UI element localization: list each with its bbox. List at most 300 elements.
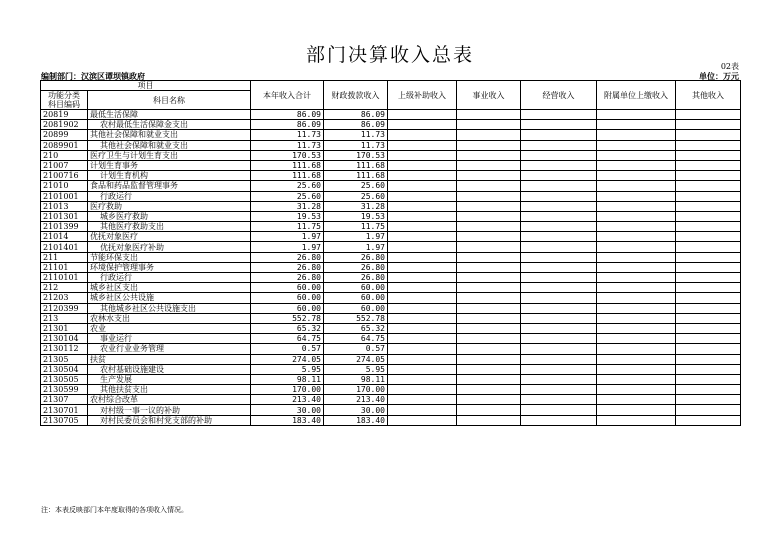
row-affiliated	[597, 334, 676, 344]
row-total: 19.53	[251, 211, 324, 221]
row-fiscal: 19.53	[324, 211, 388, 221]
row-superior	[388, 171, 457, 181]
row-code: 2110101	[41, 273, 88, 283]
row-business	[457, 191, 521, 201]
table-row	[41, 354, 741, 364]
header-affiliated: 附属单位上缴收入	[597, 81, 676, 110]
row-total: 11.73	[251, 140, 324, 150]
table-row	[41, 130, 741, 140]
row-superior	[388, 374, 457, 384]
row-affiliated	[597, 191, 676, 201]
row-fiscal: 274.05	[324, 354, 388, 364]
row-name: 食品和药品监督管理事务	[88, 181, 251, 191]
row-business	[457, 313, 521, 323]
row-fiscal: 1.97	[324, 242, 388, 252]
row-total: 31.28	[251, 201, 324, 211]
row-fiscal: 30.00	[324, 405, 388, 415]
row-total: 213.40	[251, 395, 324, 405]
row-other	[676, 415, 741, 425]
row-affiliated	[597, 110, 676, 120]
row-affiliated	[597, 211, 676, 221]
row-code: 2130599	[41, 385, 88, 395]
row-code: 21014	[41, 232, 88, 242]
footnote: 注：本表反映部门本年度取得的各项收入情况。	[41, 506, 188, 514]
table-row	[41, 273, 741, 283]
row-affiliated	[597, 222, 676, 232]
row-business	[457, 273, 521, 283]
row-total: 25.60	[251, 191, 324, 201]
row-affiliated	[597, 283, 676, 293]
row-code: 2081902	[41, 120, 88, 130]
row-operating	[521, 313, 597, 323]
table-row	[41, 293, 741, 303]
row-other	[676, 181, 741, 191]
row-business	[457, 283, 521, 293]
row-other	[676, 232, 741, 242]
row-affiliated	[597, 150, 676, 160]
row-affiliated	[597, 364, 676, 374]
row-operating	[521, 283, 597, 293]
row-operating	[521, 222, 597, 232]
row-fiscal: 11.75	[324, 222, 388, 232]
row-total: 5.95	[251, 364, 324, 374]
row-superior	[388, 323, 457, 333]
row-name: 对村级一事一议的补助	[88, 405, 251, 415]
header-operating: 经营收入	[521, 81, 597, 110]
row-operating	[521, 323, 597, 333]
row-total: 11.73	[251, 130, 324, 140]
row-operating	[521, 303, 597, 313]
table-row	[41, 160, 741, 170]
row-fiscal: 0.57	[324, 344, 388, 354]
row-operating	[521, 293, 597, 303]
department-label: 编制部门：汉滨区谭坝镇政府	[41, 71, 145, 81]
row-business	[457, 130, 521, 140]
header-func-class: 功能分类	[41, 91, 88, 101]
header-superior: 上级补助收入	[388, 81, 457, 110]
row-other	[676, 201, 741, 211]
row-affiliated	[597, 313, 676, 323]
row-affiliated	[597, 415, 676, 425]
row-total: 111.68	[251, 171, 324, 181]
row-superior	[388, 385, 457, 395]
header-total: 本年收入合计	[251, 81, 324, 110]
row-fiscal: 86.09	[324, 120, 388, 130]
row-superior	[388, 405, 457, 415]
header-fiscal: 财政拨款收入	[324, 81, 388, 110]
row-affiliated	[597, 160, 676, 170]
row-name: 农村最低生活保障金支出	[88, 120, 251, 130]
table-row	[41, 242, 741, 252]
row-superior	[388, 140, 457, 150]
row-fiscal: 60.00	[324, 303, 388, 313]
row-affiliated	[597, 130, 676, 140]
row-total: 60.00	[251, 293, 324, 303]
row-name: 其他社会保障和就业支出	[88, 130, 251, 140]
row-affiliated	[597, 323, 676, 333]
row-name: 农业行业业务管理	[88, 344, 251, 354]
table-row	[41, 191, 741, 201]
row-name: 农村基础设施建设	[88, 364, 251, 374]
row-total: 183.40	[251, 415, 324, 425]
row-business	[457, 415, 521, 425]
row-operating	[521, 415, 597, 425]
row-superior	[388, 181, 457, 191]
row-operating	[521, 171, 597, 181]
row-total: 11.75	[251, 222, 324, 232]
row-code: 21013	[41, 201, 88, 211]
row-name: 农林水支出	[88, 313, 251, 323]
row-total: 1.97	[251, 242, 324, 252]
row-fiscal: 1.97	[324, 232, 388, 242]
row-code: 21101	[41, 262, 88, 272]
row-superior	[388, 364, 457, 374]
row-affiliated	[597, 252, 676, 262]
row-business	[457, 303, 521, 313]
row-business	[457, 364, 521, 374]
row-operating	[521, 374, 597, 384]
row-other	[676, 334, 741, 344]
row-total: 86.09	[251, 120, 324, 130]
unit-label: 单位：万元	[699, 71, 739, 81]
row-other	[676, 191, 741, 201]
row-fiscal: 26.80	[324, 252, 388, 262]
row-code: 21301	[41, 323, 88, 333]
row-business	[457, 293, 521, 303]
row-other	[676, 273, 741, 283]
row-total: 60.00	[251, 303, 324, 313]
row-superior	[388, 201, 457, 211]
row-name: 行政运行	[88, 273, 251, 283]
row-code: 2130505	[41, 374, 88, 384]
header-business: 事业收入	[457, 81, 521, 110]
header-other: 其他收入	[676, 81, 741, 110]
row-code: 2130705	[41, 415, 88, 425]
row-superior	[388, 354, 457, 364]
table-row	[41, 211, 741, 221]
table-row	[41, 232, 741, 242]
row-other	[676, 385, 741, 395]
row-operating	[521, 262, 597, 272]
row-fiscal: 98.11	[324, 374, 388, 384]
row-fiscal: 11.73	[324, 140, 388, 150]
row-business	[457, 374, 521, 384]
row-other	[676, 222, 741, 232]
row-code: 2101401	[41, 242, 88, 252]
row-name: 其他扶贫支出	[88, 385, 251, 395]
table-body	[41, 110, 741, 426]
row-code: 2101399	[41, 222, 88, 232]
table-row	[41, 405, 741, 415]
row-superior	[388, 283, 457, 293]
row-total: 64.75	[251, 334, 324, 344]
row-business	[457, 395, 521, 405]
row-code: 20819	[41, 110, 88, 120]
row-name: 其他医疗救助支出	[88, 222, 251, 232]
table-row	[41, 171, 741, 181]
row-other	[676, 313, 741, 323]
row-code: 210	[41, 150, 88, 160]
income-summary-table	[40, 80, 741, 426]
row-total: 26.80	[251, 262, 324, 272]
row-other	[676, 323, 741, 333]
row-total: 552.78	[251, 313, 324, 323]
row-superior	[388, 273, 457, 283]
table-row	[41, 323, 741, 333]
row-operating	[521, 364, 597, 374]
row-affiliated	[597, 344, 676, 354]
row-fiscal: 26.80	[324, 262, 388, 272]
row-business	[457, 120, 521, 130]
table-row	[41, 181, 741, 191]
row-fiscal: 183.40	[324, 415, 388, 425]
row-business	[457, 181, 521, 191]
table-row	[41, 222, 741, 232]
row-name: 事业运行	[88, 334, 251, 344]
page-title: 部门决算收入总表	[305, 44, 474, 66]
row-superior	[388, 191, 457, 201]
row-superior	[388, 344, 457, 354]
row-business	[457, 344, 521, 354]
table-row	[41, 252, 741, 262]
row-other	[676, 374, 741, 384]
row-other	[676, 140, 741, 150]
row-operating	[521, 201, 597, 211]
row-other	[676, 262, 741, 272]
row-name: 农村综合改革	[88, 395, 251, 405]
row-affiliated	[597, 181, 676, 191]
row-code: 2101001	[41, 191, 88, 201]
row-other	[676, 395, 741, 405]
row-total: 170.00	[251, 385, 324, 395]
row-superior	[388, 395, 457, 405]
row-affiliated	[597, 140, 676, 150]
row-affiliated	[597, 273, 676, 283]
row-code: 21305	[41, 354, 88, 364]
row-other	[676, 405, 741, 415]
table-row	[41, 374, 741, 384]
row-name: 行政运行	[88, 191, 251, 201]
row-superior	[388, 293, 457, 303]
row-total: 26.80	[251, 252, 324, 262]
row-affiliated	[597, 232, 676, 242]
row-affiliated	[597, 354, 676, 364]
row-total: 86.09	[251, 110, 324, 120]
row-affiliated	[597, 171, 676, 181]
row-superior	[388, 160, 457, 170]
row-code: 21307	[41, 395, 88, 405]
row-operating	[521, 252, 597, 262]
row-total: 0.57	[251, 344, 324, 354]
row-code: 2130701	[41, 405, 88, 415]
row-operating	[521, 344, 597, 354]
row-code: 211	[41, 252, 88, 262]
header-subject-name: 科目名称	[88, 91, 251, 110]
row-operating	[521, 273, 597, 283]
row-fiscal: 26.80	[324, 273, 388, 283]
row-affiliated	[597, 374, 676, 384]
row-fiscal: 31.28	[324, 201, 388, 211]
row-operating	[521, 405, 597, 415]
row-name: 计划生育事务	[88, 160, 251, 170]
row-code: 2120399	[41, 303, 88, 313]
row-code: 2089901	[41, 140, 88, 150]
row-code: 213	[41, 313, 88, 323]
row-business	[457, 354, 521, 364]
row-business	[457, 385, 521, 395]
row-name: 节能环保支出	[88, 252, 251, 262]
row-other	[676, 150, 741, 160]
row-name: 生产发展	[88, 374, 251, 384]
row-code: 2100716	[41, 171, 88, 181]
row-code: 21203	[41, 293, 88, 303]
row-business	[457, 252, 521, 262]
row-business	[457, 211, 521, 221]
row-other	[676, 354, 741, 364]
row-fiscal: 111.68	[324, 160, 388, 170]
row-other	[676, 242, 741, 252]
row-business	[457, 334, 521, 344]
row-operating	[521, 395, 597, 405]
row-superior	[388, 303, 457, 313]
row-other	[676, 293, 741, 303]
row-affiliated	[597, 293, 676, 303]
row-total: 60.00	[251, 283, 324, 293]
header-project: 项目	[41, 81, 251, 91]
row-name: 环境保护管理事务	[88, 262, 251, 272]
row-affiliated	[597, 262, 676, 272]
row-other	[676, 110, 741, 120]
row-business	[457, 242, 521, 252]
row-fiscal: 552.78	[324, 313, 388, 323]
row-operating	[521, 160, 597, 170]
table-row	[41, 313, 741, 323]
row-fiscal: 60.00	[324, 293, 388, 303]
row-operating	[521, 140, 597, 150]
table-row	[41, 395, 741, 405]
row-superior	[388, 415, 457, 425]
row-superior	[388, 232, 457, 242]
row-business	[457, 140, 521, 150]
row-operating	[521, 191, 597, 201]
row-name: 最低生活保障	[88, 110, 251, 120]
row-superior	[388, 262, 457, 272]
row-fiscal: 64.75	[324, 334, 388, 344]
row-code: 20899	[41, 130, 88, 140]
row-other	[676, 283, 741, 293]
row-other	[676, 344, 741, 354]
row-code: 212	[41, 283, 88, 293]
row-name: 城乡社区公共设施	[88, 293, 251, 303]
row-affiliated	[597, 201, 676, 211]
row-operating	[521, 354, 597, 364]
row-superior	[388, 252, 457, 262]
row-name: 优抚对象医疗补助	[88, 242, 251, 252]
row-superior	[388, 150, 457, 160]
row-other	[676, 171, 741, 181]
row-business	[457, 171, 521, 181]
row-fiscal: 25.60	[324, 181, 388, 191]
row-operating	[521, 110, 597, 120]
row-superior	[388, 334, 457, 344]
row-operating	[521, 385, 597, 395]
row-total: 65.32	[251, 323, 324, 333]
row-name: 其他社会保障和就业支出	[88, 140, 251, 150]
table-row	[41, 201, 741, 211]
row-name: 优抚对象医疗	[88, 232, 251, 242]
row-code: 2130104	[41, 334, 88, 344]
row-code: 2130112	[41, 344, 88, 354]
table-row	[41, 120, 741, 130]
header-subject-code: 科目编码	[41, 100, 88, 110]
row-other	[676, 130, 741, 140]
row-operating	[521, 211, 597, 221]
row-fiscal: 170.00	[324, 385, 388, 395]
row-business	[457, 222, 521, 232]
table-row	[41, 262, 741, 272]
row-total: 98.11	[251, 374, 324, 384]
row-business	[457, 110, 521, 120]
row-total: 25.60	[251, 181, 324, 191]
row-business	[457, 150, 521, 160]
row-business	[457, 405, 521, 415]
row-total: 1.97	[251, 232, 324, 242]
row-total: 170.53	[251, 150, 324, 160]
row-fiscal: 86.09	[324, 110, 388, 120]
row-fiscal: 170.53	[324, 150, 388, 160]
row-total: 30.00	[251, 405, 324, 415]
table-row	[41, 344, 741, 354]
row-affiliated	[597, 405, 676, 415]
row-operating	[521, 130, 597, 140]
form-number: 02表	[720, 62, 739, 71]
row-fiscal: 60.00	[324, 283, 388, 293]
row-affiliated	[597, 303, 676, 313]
row-business	[457, 160, 521, 170]
row-business	[457, 323, 521, 333]
row-other	[676, 364, 741, 374]
row-operating	[521, 334, 597, 344]
row-name: 城乡社区支出	[88, 283, 251, 293]
row-name: 对村民委员会和村党支部的补助	[88, 415, 251, 425]
row-fiscal: 25.60	[324, 191, 388, 201]
row-fiscal: 213.40	[324, 395, 388, 405]
row-other	[676, 303, 741, 313]
row-fiscal: 65.32	[324, 323, 388, 333]
table-row	[41, 385, 741, 395]
row-business	[457, 232, 521, 242]
row-operating	[521, 242, 597, 252]
row-operating	[521, 150, 597, 160]
row-operating	[521, 181, 597, 191]
table-row	[41, 303, 741, 313]
row-superior	[388, 222, 457, 232]
row-affiliated	[597, 242, 676, 252]
row-name: 其他城乡社区公共设施支出	[88, 303, 251, 313]
row-affiliated	[597, 120, 676, 130]
table-row	[41, 283, 741, 293]
row-superior	[388, 110, 457, 120]
table-row	[41, 140, 741, 150]
row-name: 扶贫	[88, 354, 251, 364]
row-superior	[388, 120, 457, 130]
row-name: 计划生育机构	[88, 171, 251, 181]
row-fiscal: 11.73	[324, 130, 388, 140]
row-business	[457, 201, 521, 211]
row-code: 21007	[41, 160, 88, 170]
row-fiscal: 111.68	[324, 171, 388, 181]
row-fiscal: 5.95	[324, 364, 388, 374]
